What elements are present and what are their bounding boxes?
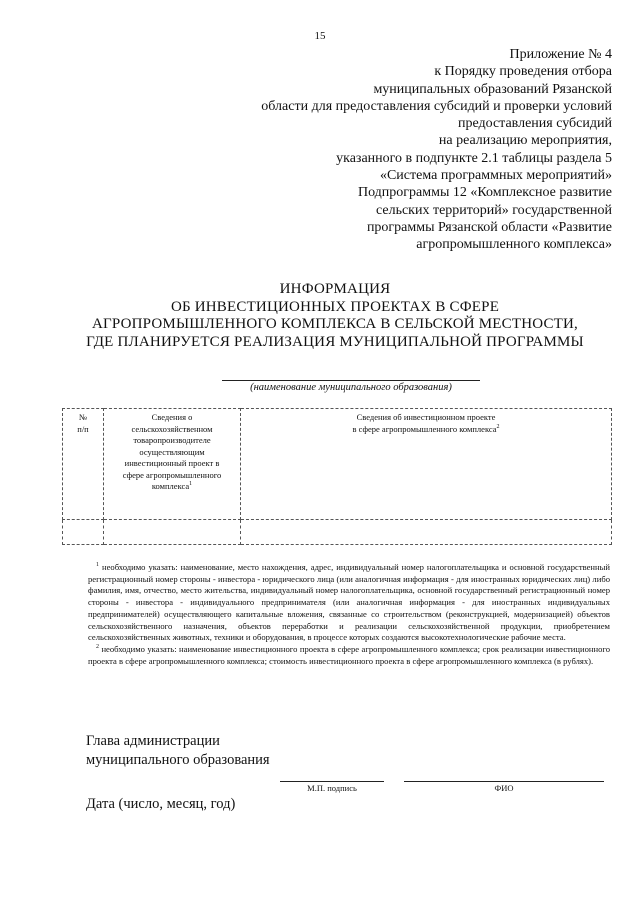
table-header-row: [63, 409, 612, 520]
appendix-line: указанного в подпункте 2.1 таблицы раздела 5: [336, 150, 612, 166]
header-text-line: Сведения о: [151, 412, 193, 422]
footnote-ref-1: 1: [189, 481, 193, 488]
header-text-line: комплекса: [151, 481, 190, 491]
table-cell: [104, 520, 241, 545]
title-line: ИНФОРМАЦИЯ: [279, 281, 391, 297]
footnote-mark: 2: [96, 644, 99, 651]
footnotes: [88, 562, 610, 667]
header-text-line: инвестиционный проект в: [124, 458, 220, 468]
header-text-line: в сфере агропромышленного комплекса: [352, 423, 497, 434]
title-line: АГРОПРОМЫШЛЕННОГО КОМПЛЕКСА В СЕЛЬСКОЙ МЕСТНОСТИ,: [91, 316, 578, 332]
table-cell: [241, 520, 612, 545]
appendix-header: [192, 46, 612, 254]
header-text-line: осуществляющим: [139, 446, 205, 457]
info-table: [62, 408, 612, 545]
page-number: 15: [314, 30, 326, 42]
header-producer-info: [104, 409, 241, 520]
footnote-2: [88, 644, 610, 667]
footnote-text: необходимо указать: наименование инвестиционного проекта в сфере агропромышленного комплекса; срок реализации инвестиционного проекта в сфере агропромышленного комплекса; стоимость инвестиционного проекта в сфере агропромышленного комплекса (в рублях).: [88, 643, 610, 666]
appendix-line: сельских территорий» государственной: [376, 202, 612, 218]
signature-title: муниципального образования: [86, 752, 270, 768]
municipality-caption: (наименование муниципального образования): [250, 382, 452, 393]
footnote-1: [88, 562, 610, 644]
header-text-line: Сведения об инвестиционном проекте: [356, 412, 496, 422]
header-number: [63, 409, 104, 520]
header-text-line: сельскохозяйственном: [131, 423, 213, 434]
municipality-fill-line: [222, 380, 480, 381]
appendix-line: области для предоставления субсидий и проверки условий: [261, 98, 612, 114]
table-row: [63, 520, 612, 545]
title-line: ОБ ИНВЕСТИЦИОННЫХ ПРОЕКТАХ В СФЕРЕ: [170, 298, 500, 315]
appendix-line: «Система программных мероприятий»: [379, 168, 612, 184]
footnote-ref-2: 2: [496, 423, 500, 430]
table-cell: [63, 520, 104, 545]
signature-title: Глава администрации: [86, 733, 220, 749]
title-line: ГДЕ ПЛАНИРУЕТСЯ РЕАЛИЗАЦИЯ МУНИЦИПАЛЬНОЙ ПРОГРАММЫ: [86, 333, 584, 350]
appendix-line: предоставления субсидий: [457, 116, 612, 132]
appendix-line: Подпрограммы 12 «Комплексное развитие: [357, 185, 612, 201]
appendix-line: агропромышленного комплекса»: [416, 237, 612, 253]
footnote-mark: 1: [96, 562, 99, 569]
header-number-line: п/п: [77, 423, 89, 434]
document-title: [30, 281, 640, 351]
name-caption: ФИО: [494, 783, 514, 793]
name-fill-line: [404, 781, 604, 782]
signature-block: [86, 732, 270, 770]
header-number-line: №: [78, 412, 88, 422]
header-text-line: товаропроизводителе: [133, 435, 211, 445]
appendix-line: программы Рязанской области «Развитие: [366, 219, 612, 235]
appendix-line: Приложение № 4: [509, 47, 612, 62]
appendix-line: муниципальных образований Рязанской: [373, 81, 612, 97]
signature-fill-line: [280, 781, 384, 782]
header-project-info: [241, 409, 612, 520]
header-text-line: сфере агропромышленного: [122, 469, 222, 480]
appendix-line: на реализацию мероприятия,: [438, 133, 612, 149]
appendix-line: к Порядку проведения отбора: [434, 64, 612, 80]
signature-caption: М.П. подпись: [307, 783, 357, 793]
footnote-text: необходимо указать: наименование, место нахождения, адрес, индивидуальный номер налогоплательщика и основной государственный регистрационный номер стороны - инвестора - юридического лица (или аналогичная информация - для иностранных юридических лиц) либо фамилия, имя, отчество, место жительства, индивидуальный номер налогоплательщика, основной государственный регистрационный номер стороны - инвестора - индивидуального предпринимателя (или аналогичная информация - для иностранных индивидуальных предпринимателей) осуществляющего капитальные вложения, связанные со строительством (реконструкцией, модернизацией) объектов сельскохозяйственного назначения, объектов переработки и реализации сельскохозяйственной продукции, приобретением сельскохозяйственных животных, техники и оборудования, в процессе которых создаются высокотехнологические рабочие места.: [88, 562, 610, 643]
date-label: Дата (число, месяц, год): [86, 796, 236, 812]
